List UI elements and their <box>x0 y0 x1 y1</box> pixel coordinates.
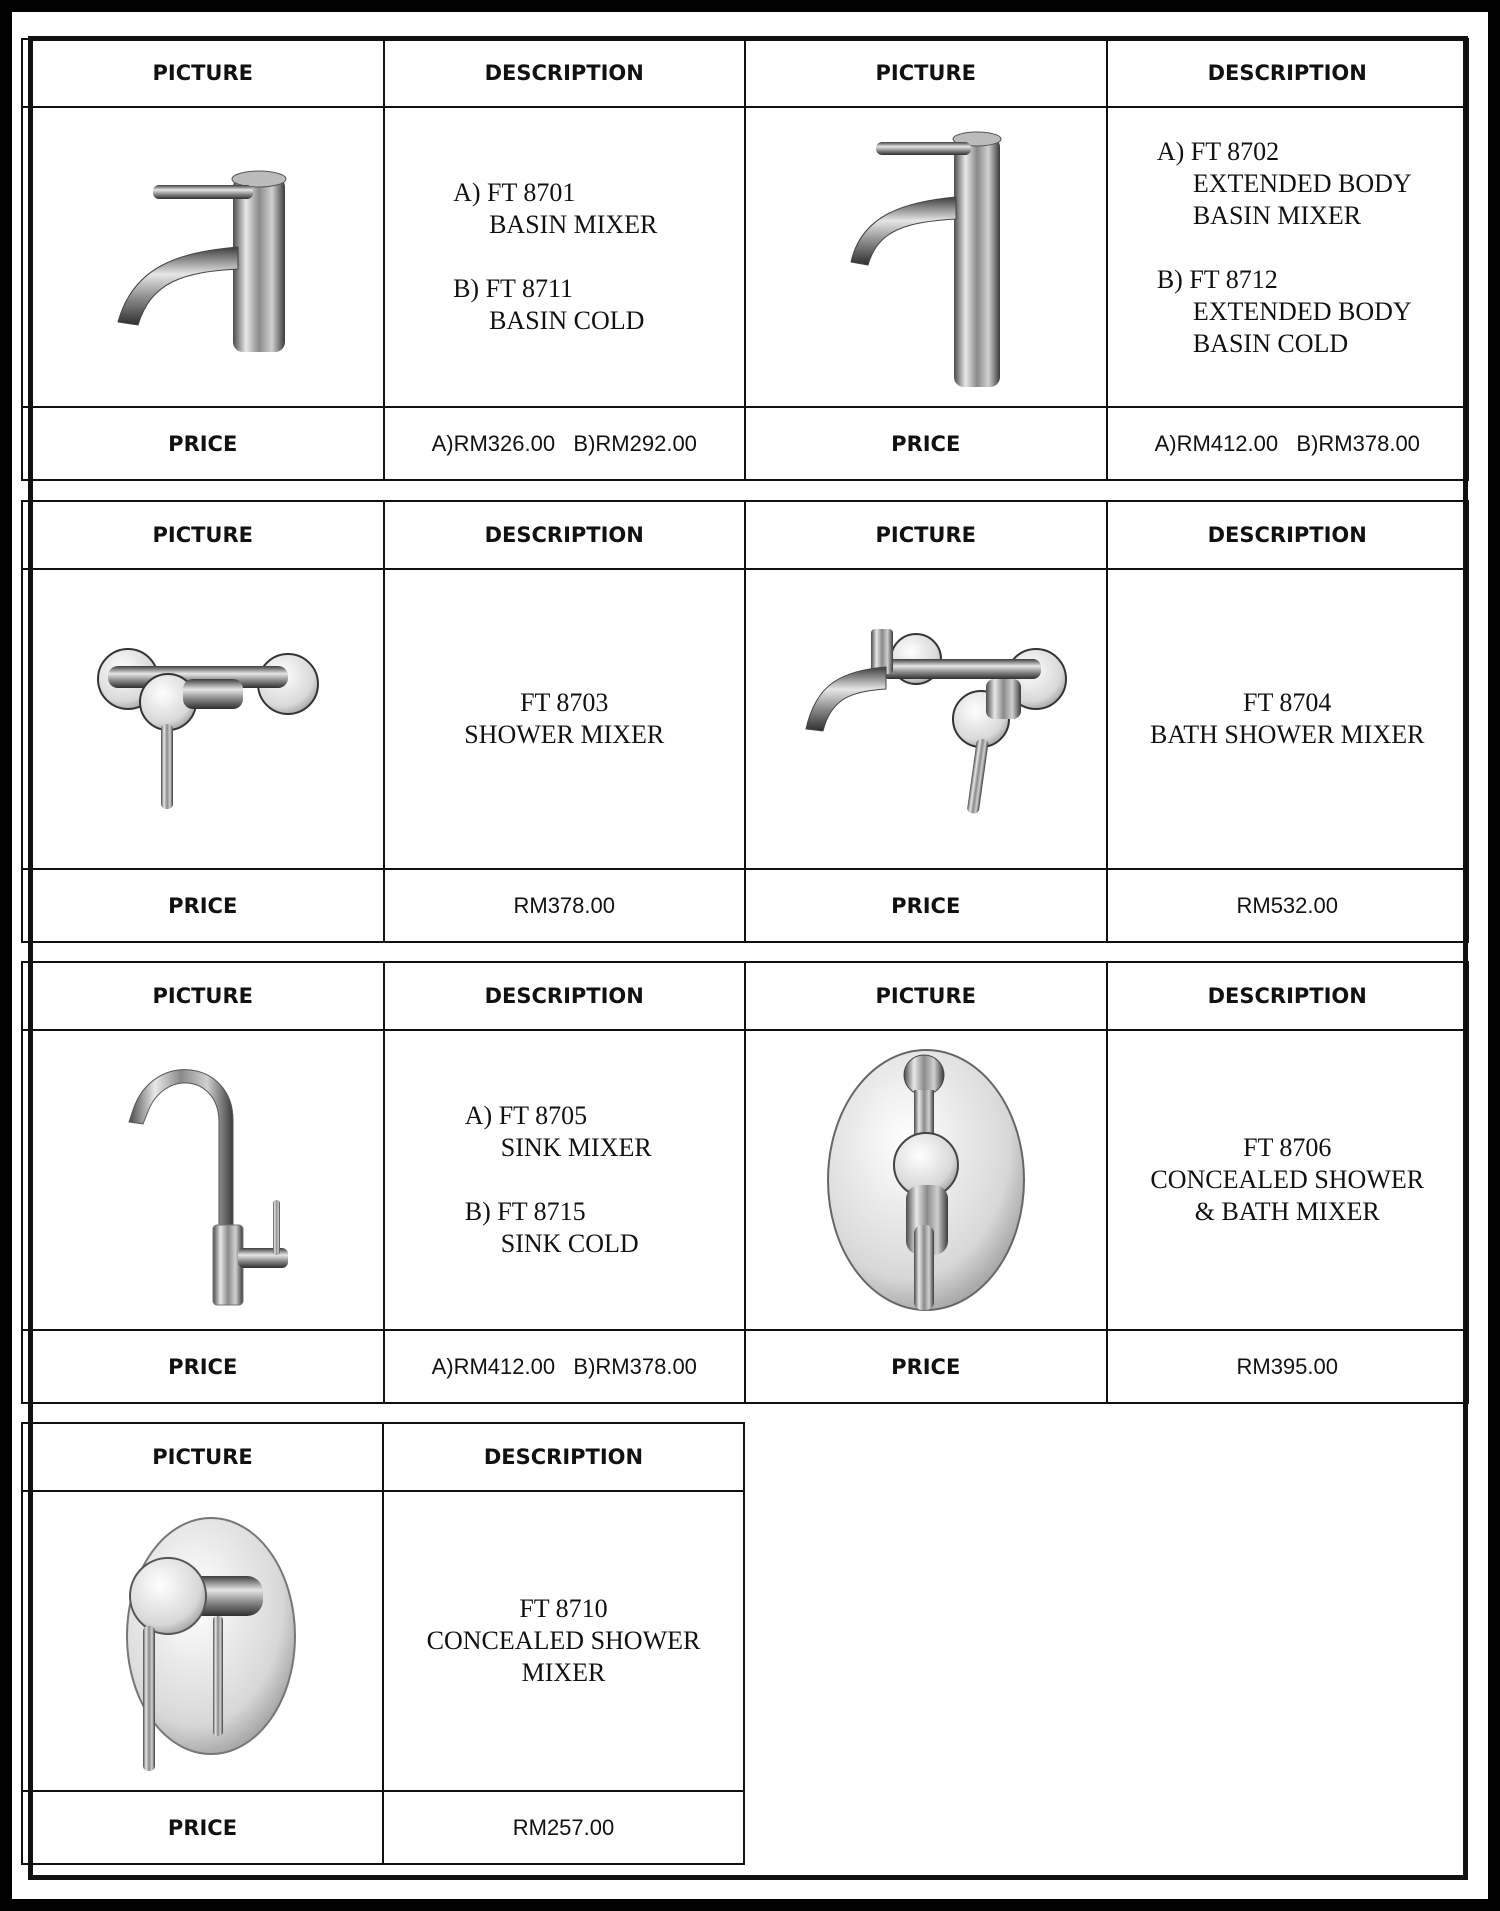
header-description: DESCRIPTION <box>384 39 746 107</box>
price-label: PRICE <box>22 1330 384 1403</box>
product-description: A) FT 8705 SINK MIXER B) FT 8715 SINK COLD <box>384 1030 746 1330</box>
product-description: FT 8710 CONCEALED SHOWER MIXER <box>383 1491 744 1791</box>
product-picture <box>745 569 1107 869</box>
product-picture <box>22 569 384 869</box>
header-description: DESCRIPTION <box>383 1423 744 1491</box>
product-picture <box>22 1030 384 1330</box>
header-description: DESCRIPTION <box>384 501 746 569</box>
product-picture <box>22 1491 383 1791</box>
header-picture: PICTURE <box>22 1423 383 1491</box>
product-description: FT 8704 BATH SHOWER MIXER <box>1107 569 1469 869</box>
header-description: DESCRIPTION <box>1107 39 1469 107</box>
price-value: RM378.00 <box>384 869 746 942</box>
product-group-4 <box>21 1422 745 1865</box>
header-picture: PICTURE <box>745 962 1107 1030</box>
shower-mixer-icon <box>73 624 333 814</box>
price-label: PRICE <box>745 869 1107 942</box>
header-picture: PICTURE <box>745 39 1107 107</box>
tall-basin-mixer-icon <box>806 122 1046 392</box>
sink-mixer-icon <box>73 1050 333 1310</box>
price-label: PRICE <box>22 407 384 480</box>
header-picture: PICTURE <box>22 962 384 1030</box>
price-label: PRICE <box>22 869 384 942</box>
header-picture: PICTURE <box>745 501 1107 569</box>
header-picture: PICTURE <box>22 39 384 107</box>
product-group-1 <box>21 38 1469 481</box>
price-value: RM532.00 <box>1107 869 1469 942</box>
basin-mixer-icon <box>83 147 323 367</box>
bath-shower-mixer-icon <box>781 619 1071 819</box>
header-description: DESCRIPTION <box>384 962 746 1030</box>
price-label: PRICE <box>745 1330 1107 1403</box>
product-picture <box>745 107 1107 407</box>
product-description: FT 8706 CONCEALED SHOWER & BATH MIXER <box>1107 1030 1469 1330</box>
concealed-bath-mixer-icon <box>821 1045 1031 1315</box>
header-description: DESCRIPTION <box>1107 501 1469 569</box>
price-value: A)RM412.00 B)RM378.00 <box>384 1330 746 1403</box>
price-value: A)RM326.00 B)RM292.00 <box>384 407 746 480</box>
concealed-shower-mixer-icon <box>103 1506 303 1776</box>
price-value: RM257.00 <box>383 1791 744 1864</box>
price-value: RM395.00 <box>1107 1330 1469 1403</box>
header-description: DESCRIPTION <box>1107 962 1469 1030</box>
header-picture: PICTURE <box>22 501 384 569</box>
product-description: A) FT 8701 BASIN MIXER B) FT 8711 BASIN COLD <box>384 107 746 407</box>
price-value: A)RM412.00 B)RM378.00 <box>1107 407 1469 480</box>
product-description: FT 8703 SHOWER MIXER <box>384 569 746 869</box>
product-picture <box>745 1030 1107 1330</box>
price-label: PRICE <box>745 407 1107 480</box>
product-picture <box>22 107 384 407</box>
product-group-3 <box>21 961 1469 1404</box>
product-group-2 <box>21 500 1469 943</box>
product-description: A) FT 8702 EXTENDED BODY BASIN MIXER B) FT 8712 EXTENDED BODY BASIN COLD <box>1107 107 1469 407</box>
price-label: PRICE <box>22 1791 383 1864</box>
